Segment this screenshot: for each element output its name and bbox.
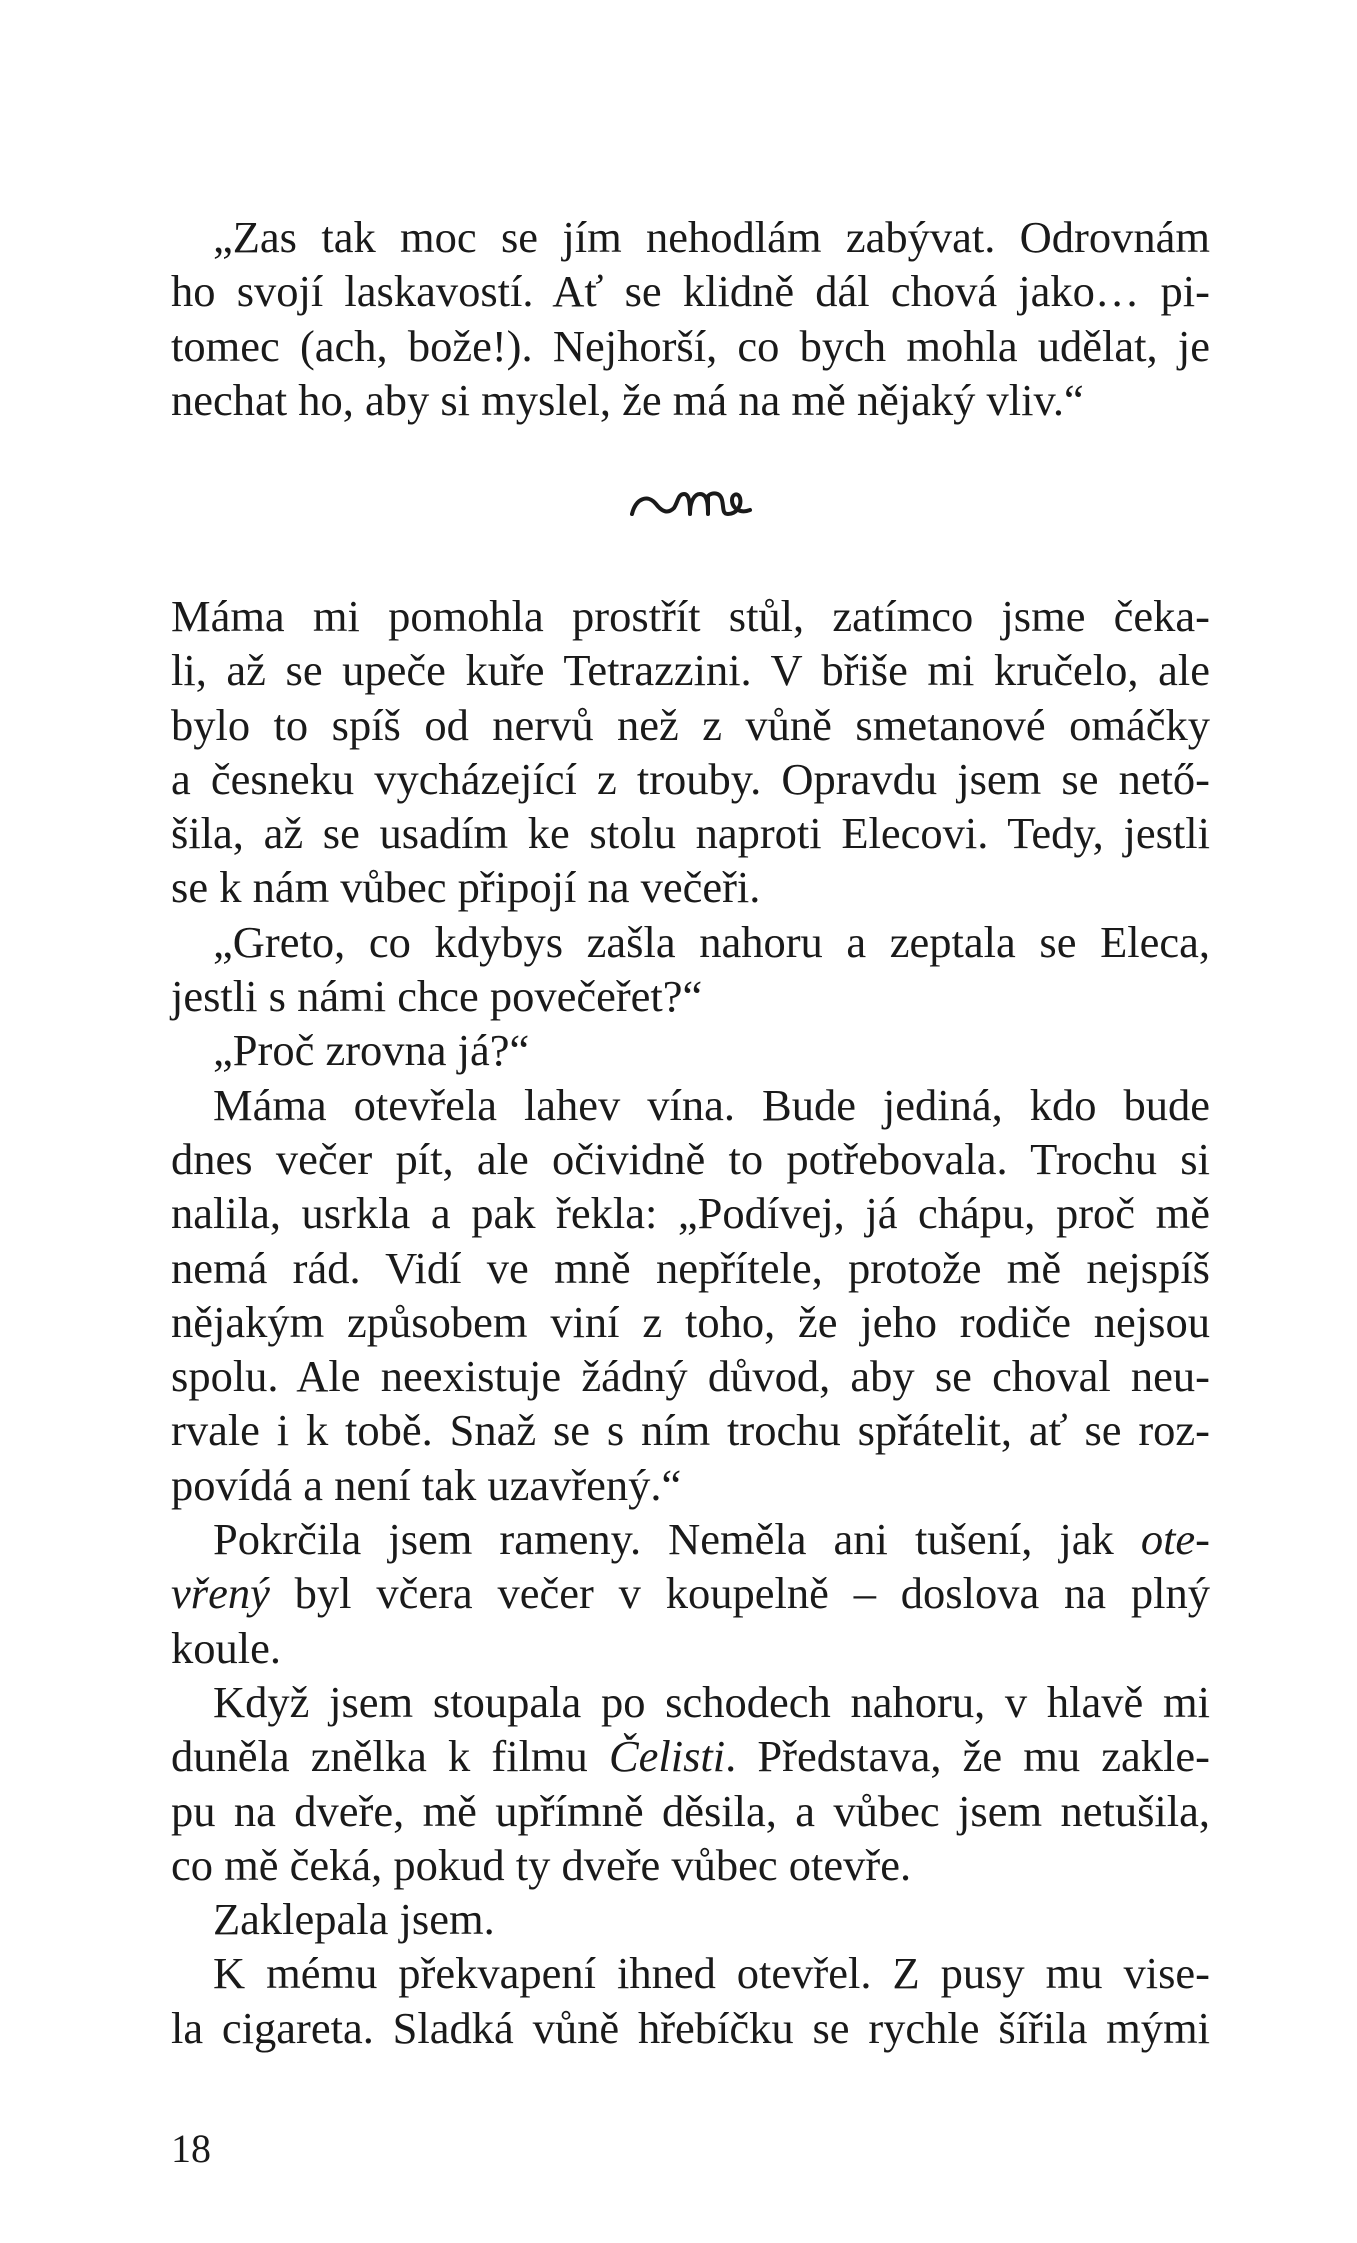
text-line: Zaklepala jsem.	[213, 1894, 495, 1945]
text-line: la cigareta. Sladká vůně hřebíčku se rychle šířila mými	[171, 2002, 1210, 2053]
italic-word: vřený	[171, 1568, 270, 1619]
text-line: dnes večer pít, ale očividně to potřebovala. Trochu si	[171, 1133, 1210, 1184]
italic-word: Čelisti	[608, 1731, 726, 1782]
text-line: Máma otevřela lahev vína. Bude jediná, kdo bude	[213, 1079, 1210, 1130]
text-line: co mě čeká, pokud ty dveře vůbec otevře.	[171, 1839, 912, 1890]
text-line: rvale i k tobě. Snaž se s ním trochu spřátelit, ať se roz-	[171, 1405, 1210, 1456]
text-line: nalila, usrkla a pak řekla: „Podívej, já chápu, proč mě	[171, 1188, 1210, 1239]
text-line: pu na dveře, mě upřímně děsila, a vůbec jsem netušila,	[171, 1785, 1210, 1836]
page-number: 18	[171, 2126, 211, 2171]
text-line: nějakým způsobem viní z toho, že jeho rodiče nejsou	[171, 1296, 1210, 1347]
text-line: „Greto, co kdybys zašla nahoru a zeptala se Eleca,	[213, 916, 1210, 967]
text-line: „Zas tak moc se jím nehodlám zabývat. Odrovnám	[213, 212, 1210, 262]
paragraph-quote	[171, 210, 1210, 427]
swirl-ornament-icon	[628, 484, 756, 524]
text-line: spolu. Ale neexistuje žádný důvod, aby se choval neu-	[171, 1351, 1210, 1402]
italic-word: ote-	[1140, 1514, 1210, 1565]
text-line: šila, až se usadím ke stolu naproti Elecovi. Tedy, jestli	[171, 808, 1210, 859]
text-line: li, až se upeče kuře Tetrazzini. V břiše mi kručelo, ale	[171, 645, 1210, 696]
text-line: K mému překvapení ihned otevřel. Z pusy mu vise-	[213, 1948, 1210, 1999]
text-line: ho svojí laskavostí. Ať se klidně dál chová jako… pi-	[171, 266, 1210, 317]
text-fragment: byl včera večer v koupelně – doslova na plný	[269, 1568, 1210, 1619]
text-fragment: duněla znělka k filmu	[171, 1731, 609, 1782]
text-line: tomec (ach, bože!). Nejhorší, co bych mohla udělat, je	[171, 320, 1210, 371]
text-line: jestli s námi chce povečeřet?“	[171, 971, 703, 1022]
text-line: nechat ho, aby si myslel, že má na mě nějaký vliv.“	[171, 374, 1084, 425]
text-line: se k nám vůbec připojí na večeři.	[171, 862, 761, 913]
text-line: „Proč zrovna já?“	[213, 1025, 530, 1076]
text-line: koule.	[171, 1622, 281, 1673]
text-line: bylo to spíš od nervů než z vůně smetanové omáčky	[171, 699, 1210, 750]
text-line: Když jsem stoupala po schodech nahoru, v hlavě mi	[213, 1676, 1210, 1727]
text-line: nemá rád. Vidí ve mně nepřítele, protože mě nejspíš	[171, 1242, 1210, 1293]
text-line	[171, 1566, 1210, 1620]
text-fragment: Pokrčila jsem rameny. Neměla ani tušení, jak	[213, 1514, 1141, 1565]
text-fragment: . Představa, že mu zakle-	[725, 1731, 1210, 1782]
text-line: Máma mi pomohla prostřít stůl, zatímco jsme čeka-	[171, 591, 1210, 641]
text-line: a česneku vycházející z trouby. Opravdu jsem se nető-	[171, 753, 1210, 804]
text-line	[171, 1512, 1210, 1566]
main-text	[171, 589, 1210, 2055]
text-line: povídá a není tak uzavřený.“	[171, 1459, 682, 1510]
text-line	[171, 1729, 1210, 1783]
